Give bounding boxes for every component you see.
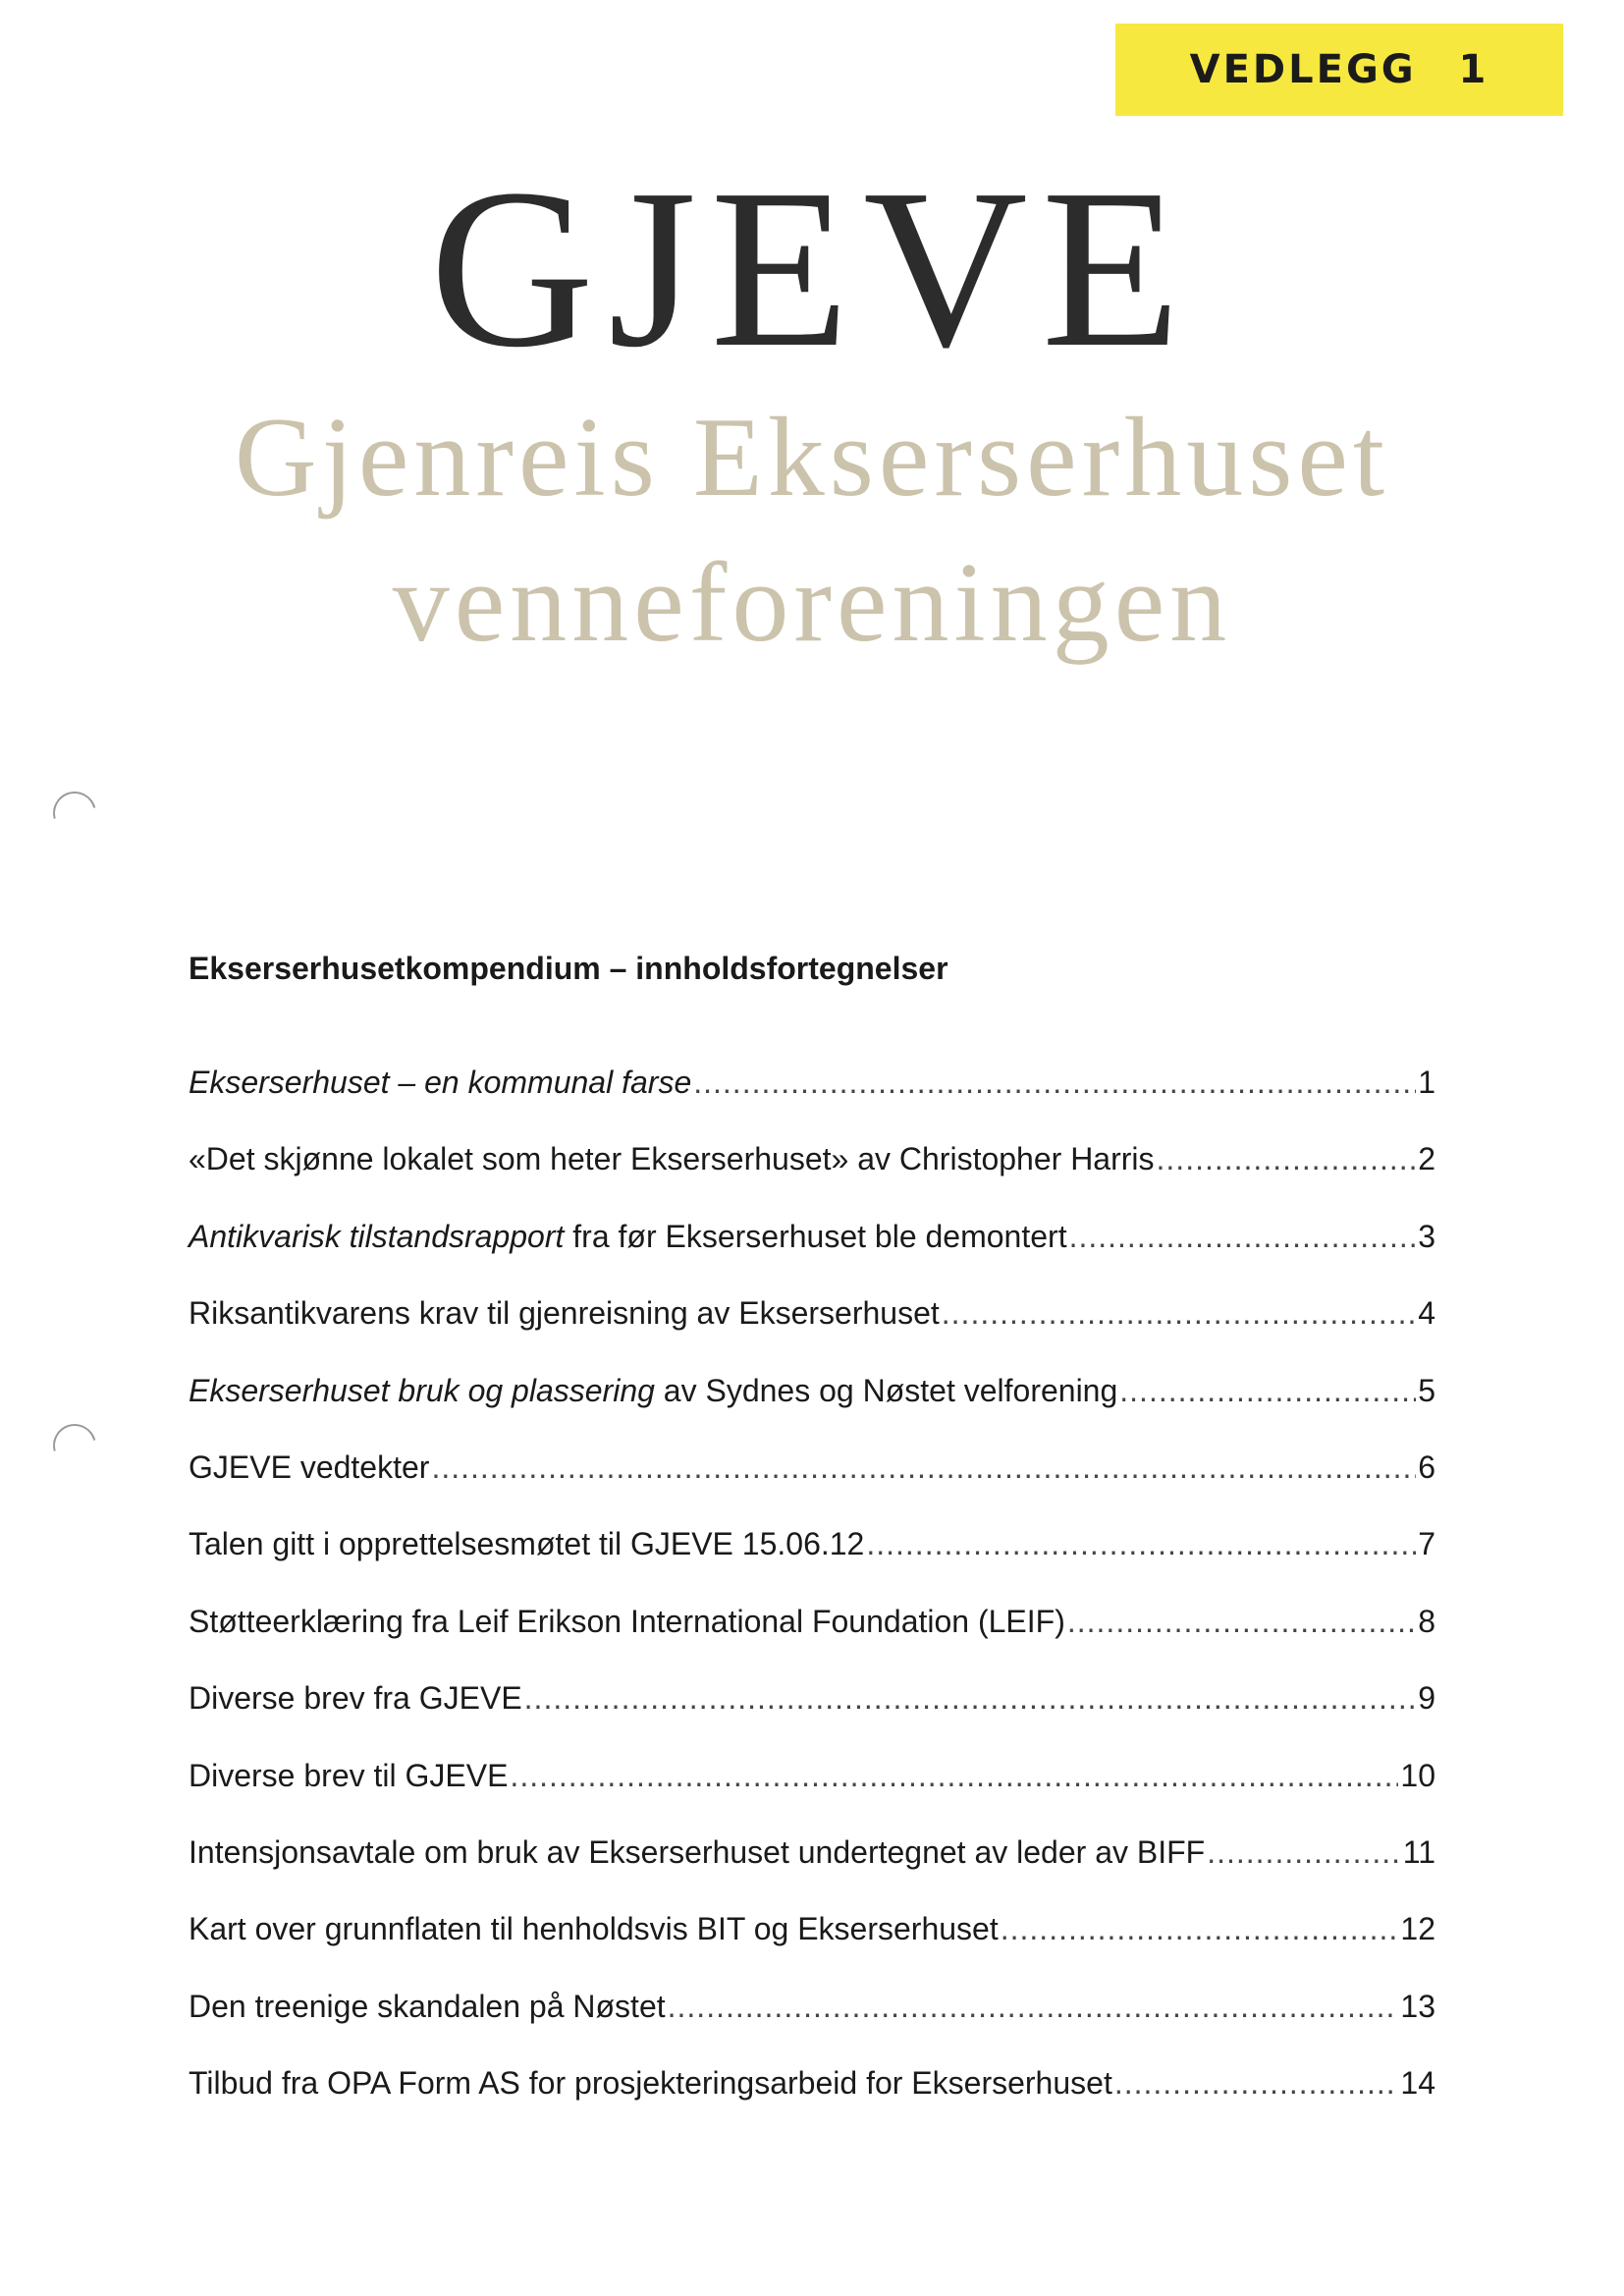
toc-entry-title <box>189 1989 666 2025</box>
toc-entry-page: 10 <box>1400 1757 1435 1793</box>
toc-entry-title <box>189 1604 1065 1640</box>
toc-entry <box>189 2065 1435 2142</box>
toc-entry-title-text: Tilbud fra OPA Form AS for prosjekteringsarbeid for Ekserserhuset <box>189 2065 1112 2102</box>
toc-entry-page: 3 <box>1418 1218 1435 1254</box>
toc-entry-page: 1 <box>1418 1065 1435 1100</box>
toc-entry-page: 7 <box>1418 1526 1435 1562</box>
toc-entry-title <box>189 1758 508 1794</box>
toc-entry-page: 5 <box>1418 1372 1435 1408</box>
toc-entry-title <box>189 1680 522 1717</box>
toc-entry-title-text: fra før Ekserserhuset ble demontert <box>564 1218 1067 1254</box>
toc-entry-page: 9 <box>1418 1680 1435 1717</box>
toc-entry-title-text: Talen gitt i opprettelsesmøtet til GJEVE 15.06.12 <box>189 1526 865 1562</box>
toc-entry-title-italic: Antikvarisk tilstandsrapport <box>189 1218 565 1254</box>
toc-entry-page: 14 <box>1400 2065 1435 2102</box>
toc-entry <box>189 1758 1435 1834</box>
toc-entry-page: 8 <box>1418 1603 1435 1639</box>
toc-entry-title-text: Intensjonsavtale om bruk av Ekserserhuset undertegnet av leder av BIFF <box>189 1833 1206 1870</box>
toc-dot-leader <box>866 1526 1416 1562</box>
toc-dot-leader <box>1114 2065 1399 2102</box>
toc-entry-page: 12 <box>1400 1911 1435 1947</box>
toc-dot-leader <box>1157 1141 1416 1177</box>
toc-entry <box>189 1911 1435 1988</box>
toc-entry-page: 13 <box>1400 1988 1435 2024</box>
toc-dot-leader <box>1001 1911 1399 1947</box>
toc-dot-leader <box>1119 1373 1416 1409</box>
toc-entry-title-italic: Ekserserhuset – en kommunal farse <box>189 1065 692 1100</box>
toc-entry-title-text: av Sydnes og Nøstet velforening <box>654 1372 1118 1408</box>
toc-entry-title <box>189 1141 1155 1177</box>
toc-dot-leader <box>1067 1604 1416 1640</box>
toc-entry-title <box>189 2065 1112 2102</box>
toc-dot-leader <box>431 1449 1416 1486</box>
toc-entry <box>189 1449 1435 1526</box>
toc-entry-title <box>189 1295 940 1332</box>
toc-dot-leader <box>524 1680 1416 1717</box>
toc-entry-title-text: «Det skjønne lokalet som heter Ekserserhuset» av Christopher Harris <box>189 1141 1155 1177</box>
toc-entry-title <box>189 1065 691 1101</box>
toc-heading: Ekserserhusetkompendium – innholdsfortegnelser <box>189 951 948 986</box>
toc-entry-title <box>189 1911 999 1947</box>
toc-entry <box>189 1373 1435 1449</box>
logo-subtitle-line1: Gjenreis Ekserserhuset <box>234 395 1390 520</box>
toc-entry-title <box>189 1834 1205 1871</box>
toc-entry <box>189 1604 1435 1680</box>
toc-entry <box>189 1295 1435 1372</box>
toc-entry <box>189 1065 1435 1141</box>
toc-entry-title <box>189 1373 1117 1409</box>
toc-entry <box>189 1219 1435 1295</box>
punch-hole-mark <box>45 1416 104 1475</box>
table-of-contents <box>189 1065 1435 2142</box>
toc-entry-title <box>189 1449 429 1486</box>
toc-entry <box>189 1141 1435 1218</box>
toc-entry-page: 6 <box>1418 1449 1435 1485</box>
toc-dot-leader <box>1069 1219 1416 1255</box>
logo-subtitle-line2: venneforeningen <box>392 540 1232 666</box>
toc-entry <box>189 1989 1435 2065</box>
toc-entry-page: 2 <box>1418 1141 1435 1177</box>
toc-entry <box>189 1526 1435 1603</box>
gjeve-logo: GJEVE <box>429 142 1195 395</box>
toc-entry-title <box>189 1219 1067 1255</box>
toc-entry-title-text: Kart over grunnflaten til henholdsvis BIT og Ekserserhuset <box>189 1911 999 1947</box>
toc-entry-title-text: Riksantikvarens krav til gjenreisning av Ekserserhuset <box>189 1295 940 1332</box>
toc-dot-leader <box>510 1758 1398 1794</box>
toc-entry-title-text: Diverse brev til GJEVE <box>189 1757 509 1793</box>
toc-dot-leader <box>942 1295 1416 1332</box>
vedlegg-stamp <box>1115 24 1563 116</box>
toc-entry <box>189 1680 1435 1757</box>
toc-entry-page: 11 <box>1402 1833 1435 1870</box>
toc-entry-title-text: GJEVE vedtekter <box>189 1449 430 1485</box>
toc-dot-leader <box>1207 1834 1401 1871</box>
toc-entry-title-italic: Ekserserhuset bruk og plassering <box>189 1372 655 1408</box>
toc-entry-title-text: Støtteerklæring fra Leif Erikson International Foundation (LEIF) <box>189 1603 1065 1639</box>
toc-dot-leader <box>668 1989 1399 2025</box>
punch-hole-mark <box>45 784 104 843</box>
toc-entry <box>189 1834 1435 1911</box>
toc-entry-title <box>189 1526 864 1562</box>
toc-dot-leader <box>693 1065 1416 1101</box>
toc-entry-page: 4 <box>1418 1295 1435 1332</box>
toc-entry-title-text: Den treenige skandalen på Nøstet <box>189 1988 666 2024</box>
vedlegg-label: VEDLEGG 1 <box>1189 47 1489 92</box>
toc-entry-title-text: Diverse brev fra GJEVE <box>189 1680 522 1717</box>
